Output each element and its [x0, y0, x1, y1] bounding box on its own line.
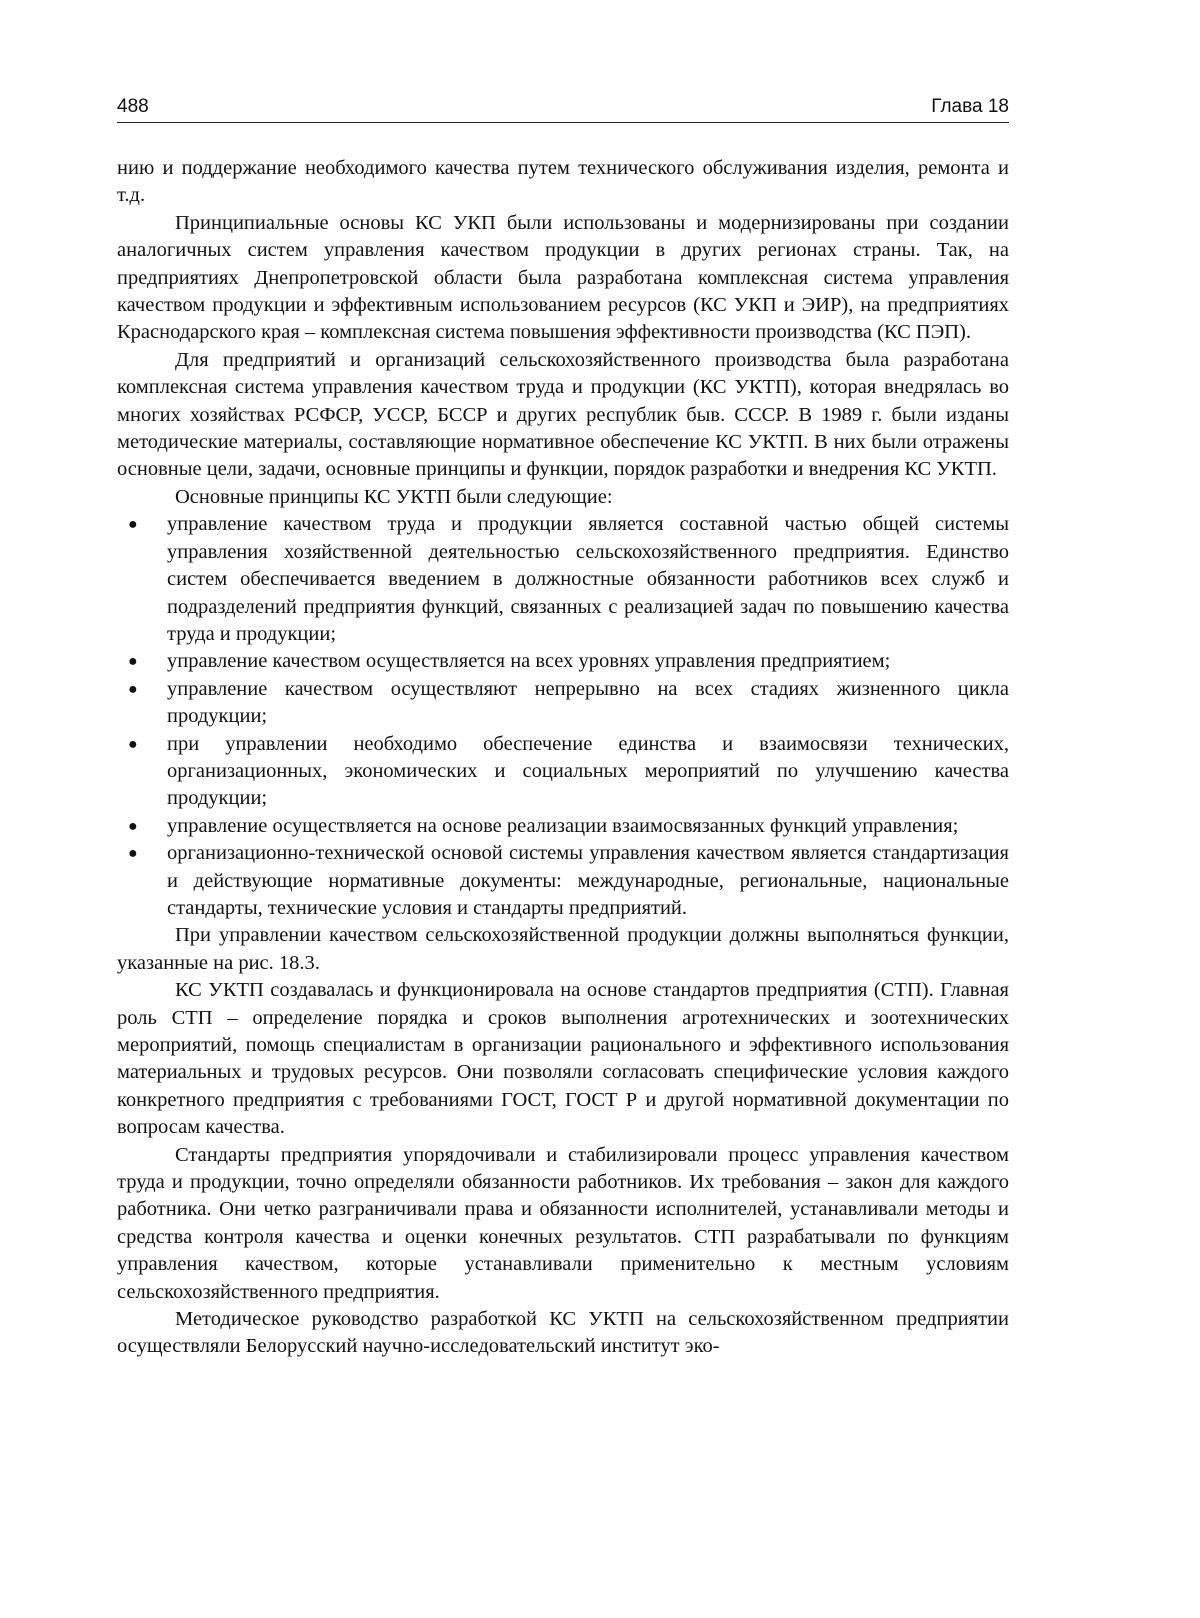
list-item — [117, 813, 1009, 840]
list-item — [117, 731, 1009, 813]
list-item-text: управление качеством труда и продукции является составной частью общей системы управления хозяйственной деятельностью сельскохозяйственного предприятия. Единство систем обеспечивается введением в должностные обязанности работников всех служб и подразделений предприятия функций, связанных с реализацией задач по повышению качества труда и продукции; — [167, 513, 1009, 645]
principles-list — [117, 511, 1009, 922]
bullet-icon: ● — [128, 817, 138, 835]
list-item-text: при управлении необходимо обеспечение единства и взаимосвязи технических, организационных, экономических и социальных мероприятий по улучшению качества продукции; — [167, 732, 1009, 810]
paragraph: Методическое руководство разработкой КС УКТП на сельскохозяйственном предприятии осуществляли Белорусский научно-исследовательский институт эко- — [117, 1308, 1009, 1358]
bullet-icon: ● — [128, 680, 138, 698]
list-item-text: организационно-технической основой системы управления качеством является стандартизация и действующие нормативные документы: международные, региональные, национальные стандарты, технические условия и стандарты предприятий. — [167, 842, 1009, 919]
book-page — [117, 96, 1009, 1361]
list-item-text: управление качеством осуществляется на всех уровнях управления предприятием; — [167, 650, 891, 673]
list-item-text: управление качеством осуществляют непрерывно на всех стадиях жизненного цикла продукции; — [167, 677, 1009, 728]
paragraph: КС УКТП создавалась и функционировала на основе стандартов предприятия (СТП). Главная роль СТП – определение порядка и сроков выполнения агротехнических и зоотехнических мероприятий, помощь специалистам в организации рационального и эффективного использования материальных и трудовых ресурсов. Они позволяли согласовать специфические условия каждого конкретного предприятия с требованиями ГОСТ, ГОСТ Р и другой нормативной документации по вопросам качества. — [117, 979, 1009, 1139]
bullet-icon: ● — [128, 653, 138, 671]
list-item — [117, 840, 1009, 922]
paragraph-list-intro: Основные принципы КС УКТП были следующие: — [175, 485, 613, 508]
paragraph: Принципиальные основы КС УКП были использованы и модернизированы при создании аналогичных систем управления качеством продукции в других регионах страны. Так, на предприятиях Днепропетровской области была разработана комплексная система управления качеством продукции и эффективным использованием ресурсов (КС УКП и ЭИР), на предприятиях Краснодарского края – комплексная система повышения эффективности производства (КС ПЭП). — [117, 211, 1009, 344]
chapter-title: Глава 18 — [931, 96, 1009, 117]
bullet-icon: ● — [128, 845, 138, 863]
bullet-icon: ● — [128, 735, 138, 753]
paragraph-continuation: нию и поддержание необходимого качества путем технического обслуживания изделия, ремонта и т.д. — [117, 157, 1009, 207]
list-item — [117, 511, 1009, 648]
list-item — [117, 648, 1009, 675]
paragraph: При управлении качеством сельскохозяйственной продукции должны выполняться функции, указанные на рис. 18.3. — [117, 924, 1009, 974]
page-number: 488 — [117, 96, 149, 117]
bullet-icon: ● — [128, 516, 138, 534]
list-item — [117, 676, 1009, 731]
list-item-text: управление осуществляется на основе реализации взаимосвязанных функций управления; — [167, 814, 959, 837]
paragraph: Стандарты предприятия упорядочивали и стабилизировали процесс управления качеством труда и продукции, точно определяли обязанности работников. Их требования – закон для каждого работника. Они четко разграничивали права и обязанности исполнителей, устанавливали методы и средства контроля качества и оценки конечных результатов. СТП разрабатывали по функциям управления качеством, которые устанавливали применительно к местным условиям сельскохозяйственного предприятия. — [117, 1143, 1009, 1303]
running-header — [117, 96, 1009, 123]
page-body — [117, 155, 1009, 1361]
paragraph: Для предприятий и организаций сельскохозяйственного производства была разработана комплексная система управления качеством труда и продукции (КС УКТП), которая внедрялась во многих хозяйствах РСФСР, УССР, БССР и других республик быв. СССР. В 1989 г. были изданы методические материалы, составляющие нормативное обеспечение КС УКТП. В них были отражены основные цели, задачи, основные принципы и функции, порядок разработки и внедрения КС УКТП. — [117, 348, 1009, 481]
